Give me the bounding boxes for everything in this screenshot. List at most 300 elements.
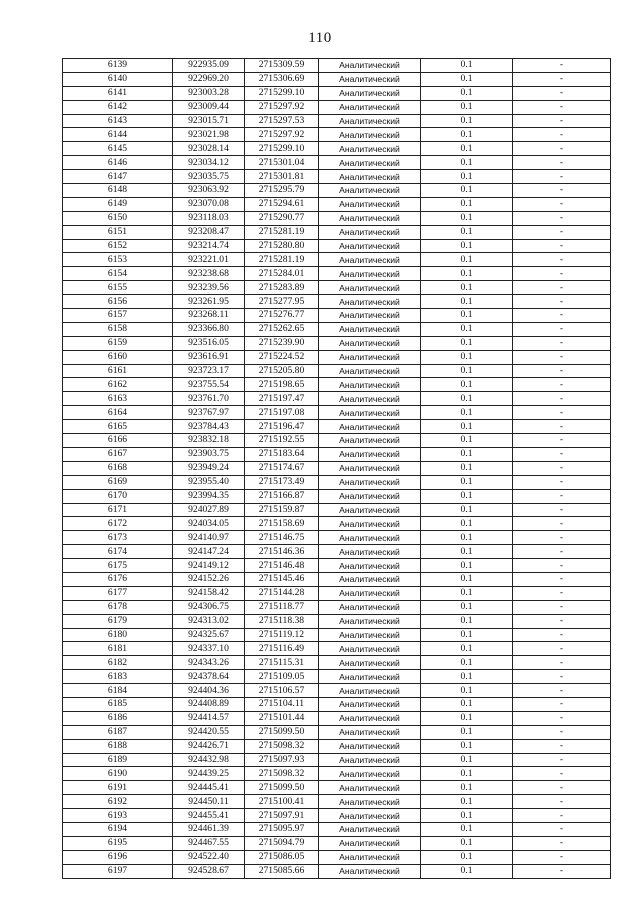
x-coordinate-cell: 923021.98 [173, 128, 245, 142]
y-coordinate-cell: 2715099.50 [245, 725, 319, 739]
method-cell: Аналитический [319, 586, 421, 600]
accuracy-cell: 0.1 [421, 447, 513, 461]
table-row [63, 725, 611, 739]
method-cell: Аналитический [319, 72, 421, 86]
note-cell: - [513, 239, 611, 253]
x-coordinate-cell: 922969.20 [173, 72, 245, 86]
accuracy-cell: 0.1 [421, 475, 513, 489]
method-cell: Аналитический [319, 461, 421, 475]
table-row [63, 642, 611, 656]
table-row [63, 59, 611, 73]
x-coordinate-cell: 923003.28 [173, 86, 245, 100]
x-coordinate-cell: 923015.71 [173, 114, 245, 128]
note-cell: - [513, 170, 611, 184]
x-coordinate-cell: 923063.92 [173, 184, 245, 198]
accuracy-cell: 0.1 [421, 711, 513, 725]
method-cell: Аналитический [319, 184, 421, 198]
y-coordinate-cell: 2715118.77 [245, 600, 319, 614]
x-coordinate-cell: 924445.41 [173, 781, 245, 795]
method-cell: Аналитический [319, 822, 421, 836]
accuracy-cell: 0.1 [421, 378, 513, 392]
y-coordinate-cell: 2715183.64 [245, 447, 319, 461]
x-coordinate-cell: 923903.75 [173, 447, 245, 461]
x-coordinate-cell: 924140.97 [173, 531, 245, 545]
point-number-cell: 6182 [63, 656, 173, 670]
method-cell: Аналитический [319, 406, 421, 420]
accuracy-cell: 0.1 [421, 128, 513, 142]
accuracy-cell: 0.1 [421, 253, 513, 267]
accuracy-cell: 0.1 [421, 170, 513, 184]
note-cell: - [513, 836, 611, 850]
note-cell: - [513, 184, 611, 198]
y-coordinate-cell: 2715224.52 [245, 350, 319, 364]
table-row [63, 850, 611, 864]
note-cell: - [513, 114, 611, 128]
x-coordinate-cell: 923009.44 [173, 100, 245, 114]
x-coordinate-cell: 924439.25 [173, 767, 245, 781]
note-cell: - [513, 378, 611, 392]
y-coordinate-cell: 2715297.53 [245, 114, 319, 128]
table-row [63, 225, 611, 239]
y-coordinate-cell: 2715118.38 [245, 614, 319, 628]
accuracy-cell: 0.1 [421, 142, 513, 156]
method-cell: Аналитический [319, 211, 421, 225]
x-coordinate-cell: 923070.08 [173, 197, 245, 211]
table-row [63, 475, 611, 489]
x-coordinate-cell: 923035.75 [173, 170, 245, 184]
method-cell: Аналитический [319, 656, 421, 670]
x-coordinate-cell: 923268.11 [173, 309, 245, 323]
table-row [63, 517, 611, 531]
accuracy-cell: 0.1 [421, 392, 513, 406]
note-cell: - [513, 447, 611, 461]
point-number-cell: 6195 [63, 836, 173, 850]
method-cell: Аналитический [319, 378, 421, 392]
x-coordinate-cell: 923832.18 [173, 434, 245, 448]
x-coordinate-cell: 924522.40 [173, 850, 245, 864]
note-cell: - [513, 822, 611, 836]
note-cell: - [513, 350, 611, 364]
table-row [63, 628, 611, 642]
point-number-cell: 6154 [63, 267, 173, 281]
table-row [63, 184, 611, 198]
note-cell: - [513, 72, 611, 86]
accuracy-cell: 0.1 [421, 836, 513, 850]
accuracy-cell: 0.1 [421, 350, 513, 364]
table-row [63, 447, 611, 461]
x-coordinate-cell: 923028.14 [173, 142, 245, 156]
x-coordinate-cell: 923784.43 [173, 420, 245, 434]
table-row [63, 281, 611, 295]
point-number-cell: 6174 [63, 545, 173, 559]
x-coordinate-cell: 923034.12 [173, 156, 245, 170]
x-coordinate-cell: 923221.01 [173, 253, 245, 267]
point-number-cell: 6156 [63, 295, 173, 309]
table-row [63, 600, 611, 614]
accuracy-cell: 0.1 [421, 114, 513, 128]
x-coordinate-cell: 924313.02 [173, 614, 245, 628]
table-row [63, 100, 611, 114]
point-number-cell: 6166 [63, 434, 173, 448]
method-cell: Аналитический [319, 392, 421, 406]
note-cell: - [513, 128, 611, 142]
method-cell: Аналитический [319, 559, 421, 573]
accuracy-cell: 0.1 [421, 572, 513, 586]
y-coordinate-cell: 2715146.48 [245, 559, 319, 573]
point-number-cell: 6151 [63, 225, 173, 239]
y-coordinate-cell: 2715290.77 [245, 211, 319, 225]
accuracy-cell: 0.1 [421, 670, 513, 684]
note-cell: - [513, 59, 611, 73]
note-cell: - [513, 850, 611, 864]
accuracy-cell: 0.1 [421, 59, 513, 73]
method-cell: Аналитический [319, 197, 421, 211]
method-cell: Аналитический [319, 809, 421, 823]
accuracy-cell: 0.1 [421, 406, 513, 420]
accuracy-cell: 0.1 [421, 503, 513, 517]
table-row [63, 128, 611, 142]
x-coordinate-cell: 923994.35 [173, 489, 245, 503]
y-coordinate-cell: 2715284.01 [245, 267, 319, 281]
y-coordinate-cell: 2715301.04 [245, 156, 319, 170]
y-coordinate-cell: 2715086.05 [245, 850, 319, 864]
note-cell: - [513, 211, 611, 225]
table-row [63, 197, 611, 211]
table-row [63, 656, 611, 670]
accuracy-cell: 0.1 [421, 725, 513, 739]
method-cell: Аналитический [319, 309, 421, 323]
accuracy-cell: 0.1 [421, 642, 513, 656]
note-cell: - [513, 267, 611, 281]
x-coordinate-cell: 924149.12 [173, 559, 245, 573]
table-row [63, 586, 611, 600]
table-row [63, 836, 611, 850]
table-row [63, 392, 611, 406]
method-cell: Аналитический [319, 684, 421, 698]
point-number-cell: 6178 [63, 600, 173, 614]
method-cell: Аналитический [319, 100, 421, 114]
point-number-cell: 6155 [63, 281, 173, 295]
point-number-cell: 6157 [63, 309, 173, 323]
method-cell: Аналитический [319, 864, 421, 878]
x-coordinate-cell: 924306.75 [173, 600, 245, 614]
table-row [63, 295, 611, 309]
x-coordinate-cell: 924325.67 [173, 628, 245, 642]
method-cell: Аналитический [319, 59, 421, 73]
x-coordinate-cell: 923761.70 [173, 392, 245, 406]
accuracy-cell: 0.1 [421, 628, 513, 642]
x-coordinate-cell: 923616.91 [173, 350, 245, 364]
y-coordinate-cell: 2715173.49 [245, 475, 319, 489]
y-coordinate-cell: 2715100.41 [245, 795, 319, 809]
y-coordinate-cell: 2715145.46 [245, 572, 319, 586]
point-number-cell: 6184 [63, 684, 173, 698]
table-row [63, 822, 611, 836]
accuracy-cell: 0.1 [421, 281, 513, 295]
note-cell: - [513, 656, 611, 670]
table-row [63, 697, 611, 711]
y-coordinate-cell: 2715109.05 [245, 670, 319, 684]
x-coordinate-cell: 923723.17 [173, 364, 245, 378]
method-cell: Аналитический [319, 336, 421, 350]
accuracy-cell: 0.1 [421, 822, 513, 836]
accuracy-cell: 0.1 [421, 559, 513, 573]
x-coordinate-cell: 924027.89 [173, 503, 245, 517]
x-coordinate-cell: 924426.71 [173, 739, 245, 753]
table-row [63, 336, 611, 350]
method-cell: Аналитический [319, 142, 421, 156]
x-coordinate-cell: 923767.97 [173, 406, 245, 420]
note-cell: - [513, 628, 611, 642]
method-cell: Аналитический [319, 322, 421, 336]
note-cell: - [513, 559, 611, 573]
note-cell: - [513, 281, 611, 295]
point-number-cell: 6181 [63, 642, 173, 656]
y-coordinate-cell: 2715146.36 [245, 545, 319, 559]
table-row [63, 309, 611, 323]
note-cell: - [513, 475, 611, 489]
note-cell: - [513, 586, 611, 600]
table-row [63, 711, 611, 725]
x-coordinate-cell: 924147.24 [173, 545, 245, 559]
method-cell: Аналитический [319, 489, 421, 503]
y-coordinate-cell: 2715144.28 [245, 586, 319, 600]
table-row [63, 170, 611, 184]
note-cell: - [513, 614, 611, 628]
accuracy-cell: 0.1 [421, 697, 513, 711]
method-cell: Аналитический [319, 753, 421, 767]
y-coordinate-cell: 2715239.90 [245, 336, 319, 350]
table-row [63, 211, 611, 225]
note-cell: - [513, 364, 611, 378]
y-coordinate-cell: 2715094.79 [245, 836, 319, 850]
method-cell: Аналитический [319, 281, 421, 295]
point-number-cell: 6139 [63, 59, 173, 73]
table-row [63, 142, 611, 156]
note-cell: - [513, 572, 611, 586]
point-number-cell: 6193 [63, 809, 173, 823]
x-coordinate-cell: 922935.09 [173, 59, 245, 73]
note-cell: - [513, 322, 611, 336]
table-row [63, 267, 611, 281]
note-cell: - [513, 100, 611, 114]
x-coordinate-cell: 924034.05 [173, 517, 245, 531]
method-cell: Аналитический [319, 475, 421, 489]
table-row [63, 864, 611, 878]
point-number-cell: 6171 [63, 503, 173, 517]
point-number-cell: 6186 [63, 711, 173, 725]
y-coordinate-cell: 2715115.31 [245, 656, 319, 670]
x-coordinate-cell: 924461.39 [173, 822, 245, 836]
method-cell: Аналитический [319, 725, 421, 739]
table-row [63, 406, 611, 420]
note-cell: - [513, 684, 611, 698]
note-cell: - [513, 711, 611, 725]
point-number-cell: 6158 [63, 322, 173, 336]
y-coordinate-cell: 2715262.65 [245, 322, 319, 336]
accuracy-cell: 0.1 [421, 267, 513, 281]
y-coordinate-cell: 2715198.65 [245, 378, 319, 392]
y-coordinate-cell: 2715280.80 [245, 239, 319, 253]
accuracy-cell: 0.1 [421, 86, 513, 100]
point-number-cell: 6159 [63, 336, 173, 350]
table-row [63, 781, 611, 795]
accuracy-cell: 0.1 [421, 781, 513, 795]
note-cell: - [513, 142, 611, 156]
y-coordinate-cell: 2715146.75 [245, 531, 319, 545]
point-number-cell: 6187 [63, 725, 173, 739]
table-row [63, 684, 611, 698]
x-coordinate-cell: 923239.56 [173, 281, 245, 295]
y-coordinate-cell: 2715295.79 [245, 184, 319, 198]
y-coordinate-cell: 2715192.55 [245, 434, 319, 448]
method-cell: Аналитический [319, 628, 421, 642]
y-coordinate-cell: 2715294.61 [245, 197, 319, 211]
accuracy-cell: 0.1 [421, 197, 513, 211]
accuracy-cell: 0.1 [421, 739, 513, 753]
point-number-cell: 6169 [63, 475, 173, 489]
method-cell: Аналитический [319, 170, 421, 184]
x-coordinate-cell: 923949.24 [173, 461, 245, 475]
y-coordinate-cell: 2715281.19 [245, 225, 319, 239]
point-number-cell: 6168 [63, 461, 173, 475]
method-cell: Аналитический [319, 795, 421, 809]
y-coordinate-cell: 2715301.81 [245, 170, 319, 184]
table-row [63, 489, 611, 503]
table-row [63, 767, 611, 781]
method-cell: Аналитический [319, 503, 421, 517]
accuracy-cell: 0.1 [421, 795, 513, 809]
note-cell: - [513, 753, 611, 767]
method-cell: Аналитический [319, 711, 421, 725]
point-number-cell: 6194 [63, 822, 173, 836]
table-row [63, 559, 611, 573]
point-number-cell: 6143 [63, 114, 173, 128]
x-coordinate-cell: 923238.68 [173, 267, 245, 281]
method-cell: Аналитический [319, 850, 421, 864]
y-coordinate-cell: 2715306.69 [245, 72, 319, 86]
accuracy-cell: 0.1 [421, 864, 513, 878]
point-number-cell: 6165 [63, 420, 173, 434]
y-coordinate-cell: 2715098.32 [245, 739, 319, 753]
y-coordinate-cell: 2715309.59 [245, 59, 319, 73]
accuracy-cell: 0.1 [421, 239, 513, 253]
method-cell: Аналитический [319, 739, 421, 753]
x-coordinate-cell: 924420.55 [173, 725, 245, 739]
point-number-cell: 6175 [63, 559, 173, 573]
method-cell: Аналитический [319, 572, 421, 586]
accuracy-cell: 0.1 [421, 184, 513, 198]
y-coordinate-cell: 2715297.92 [245, 100, 319, 114]
point-number-cell: 6141 [63, 86, 173, 100]
note-cell: - [513, 309, 611, 323]
table-row [63, 434, 611, 448]
accuracy-cell: 0.1 [421, 545, 513, 559]
y-coordinate-cell: 2715205.80 [245, 364, 319, 378]
table-row [63, 614, 611, 628]
method-cell: Аналитический [319, 447, 421, 461]
point-number-cell: 6170 [63, 489, 173, 503]
point-number-cell: 6164 [63, 406, 173, 420]
accuracy-cell: 0.1 [421, 211, 513, 225]
point-number-cell: 6150 [63, 211, 173, 225]
table-row [63, 795, 611, 809]
table-row [63, 572, 611, 586]
note-cell: - [513, 809, 611, 823]
point-number-cell: 6160 [63, 350, 173, 364]
y-coordinate-cell: 2715299.10 [245, 86, 319, 100]
x-coordinate-cell: 924455.41 [173, 809, 245, 823]
table-row [63, 531, 611, 545]
point-number-cell: 6145 [63, 142, 173, 156]
method-cell: Аналитический [319, 253, 421, 267]
y-coordinate-cell: 2715097.93 [245, 753, 319, 767]
note-cell: - [513, 434, 611, 448]
y-coordinate-cell: 2715095.97 [245, 822, 319, 836]
y-coordinate-cell: 2715197.08 [245, 406, 319, 420]
note-cell: - [513, 461, 611, 475]
point-number-cell: 6172 [63, 517, 173, 531]
method-cell: Аналитический [319, 836, 421, 850]
table-row [63, 378, 611, 392]
point-number-cell: 6180 [63, 628, 173, 642]
table-row [63, 545, 611, 559]
table-row [63, 739, 611, 753]
method-cell: Аналитический [319, 781, 421, 795]
method-cell: Аналитический [319, 434, 421, 448]
table-row [63, 114, 611, 128]
y-coordinate-cell: 2715174.67 [245, 461, 319, 475]
table-row [63, 670, 611, 684]
point-number-cell: 6185 [63, 697, 173, 711]
table-row [63, 239, 611, 253]
y-coordinate-cell: 2715106.57 [245, 684, 319, 698]
accuracy-cell: 0.1 [421, 461, 513, 475]
point-number-cell: 6153 [63, 253, 173, 267]
y-coordinate-cell: 2715297.92 [245, 128, 319, 142]
y-coordinate-cell: 2715158.69 [245, 517, 319, 531]
point-number-cell: 6183 [63, 670, 173, 684]
method-cell: Аналитический [319, 364, 421, 378]
accuracy-cell: 0.1 [421, 100, 513, 114]
point-number-cell: 6196 [63, 850, 173, 864]
note-cell: - [513, 600, 611, 614]
accuracy-cell: 0.1 [421, 322, 513, 336]
coordinates-table [62, 58, 611, 879]
accuracy-cell: 0.1 [421, 434, 513, 448]
point-number-cell: 6188 [63, 739, 173, 753]
accuracy-cell: 0.1 [421, 586, 513, 600]
accuracy-cell: 0.1 [421, 767, 513, 781]
accuracy-cell: 0.1 [421, 336, 513, 350]
method-cell: Аналитический [319, 642, 421, 656]
note-cell: - [513, 670, 611, 684]
note-cell: - [513, 864, 611, 878]
method-cell: Аналитический [319, 295, 421, 309]
x-coordinate-cell: 924450.11 [173, 795, 245, 809]
y-coordinate-cell: 2715099.50 [245, 781, 319, 795]
point-number-cell: 6189 [63, 753, 173, 767]
point-number-cell: 6144 [63, 128, 173, 142]
accuracy-cell: 0.1 [421, 656, 513, 670]
table-row [63, 72, 611, 86]
note-cell: - [513, 86, 611, 100]
accuracy-cell: 0.1 [421, 753, 513, 767]
accuracy-cell: 0.1 [421, 517, 513, 531]
y-coordinate-cell: 2715283.89 [245, 281, 319, 295]
y-coordinate-cell: 2715196.47 [245, 420, 319, 434]
accuracy-cell: 0.1 [421, 225, 513, 239]
